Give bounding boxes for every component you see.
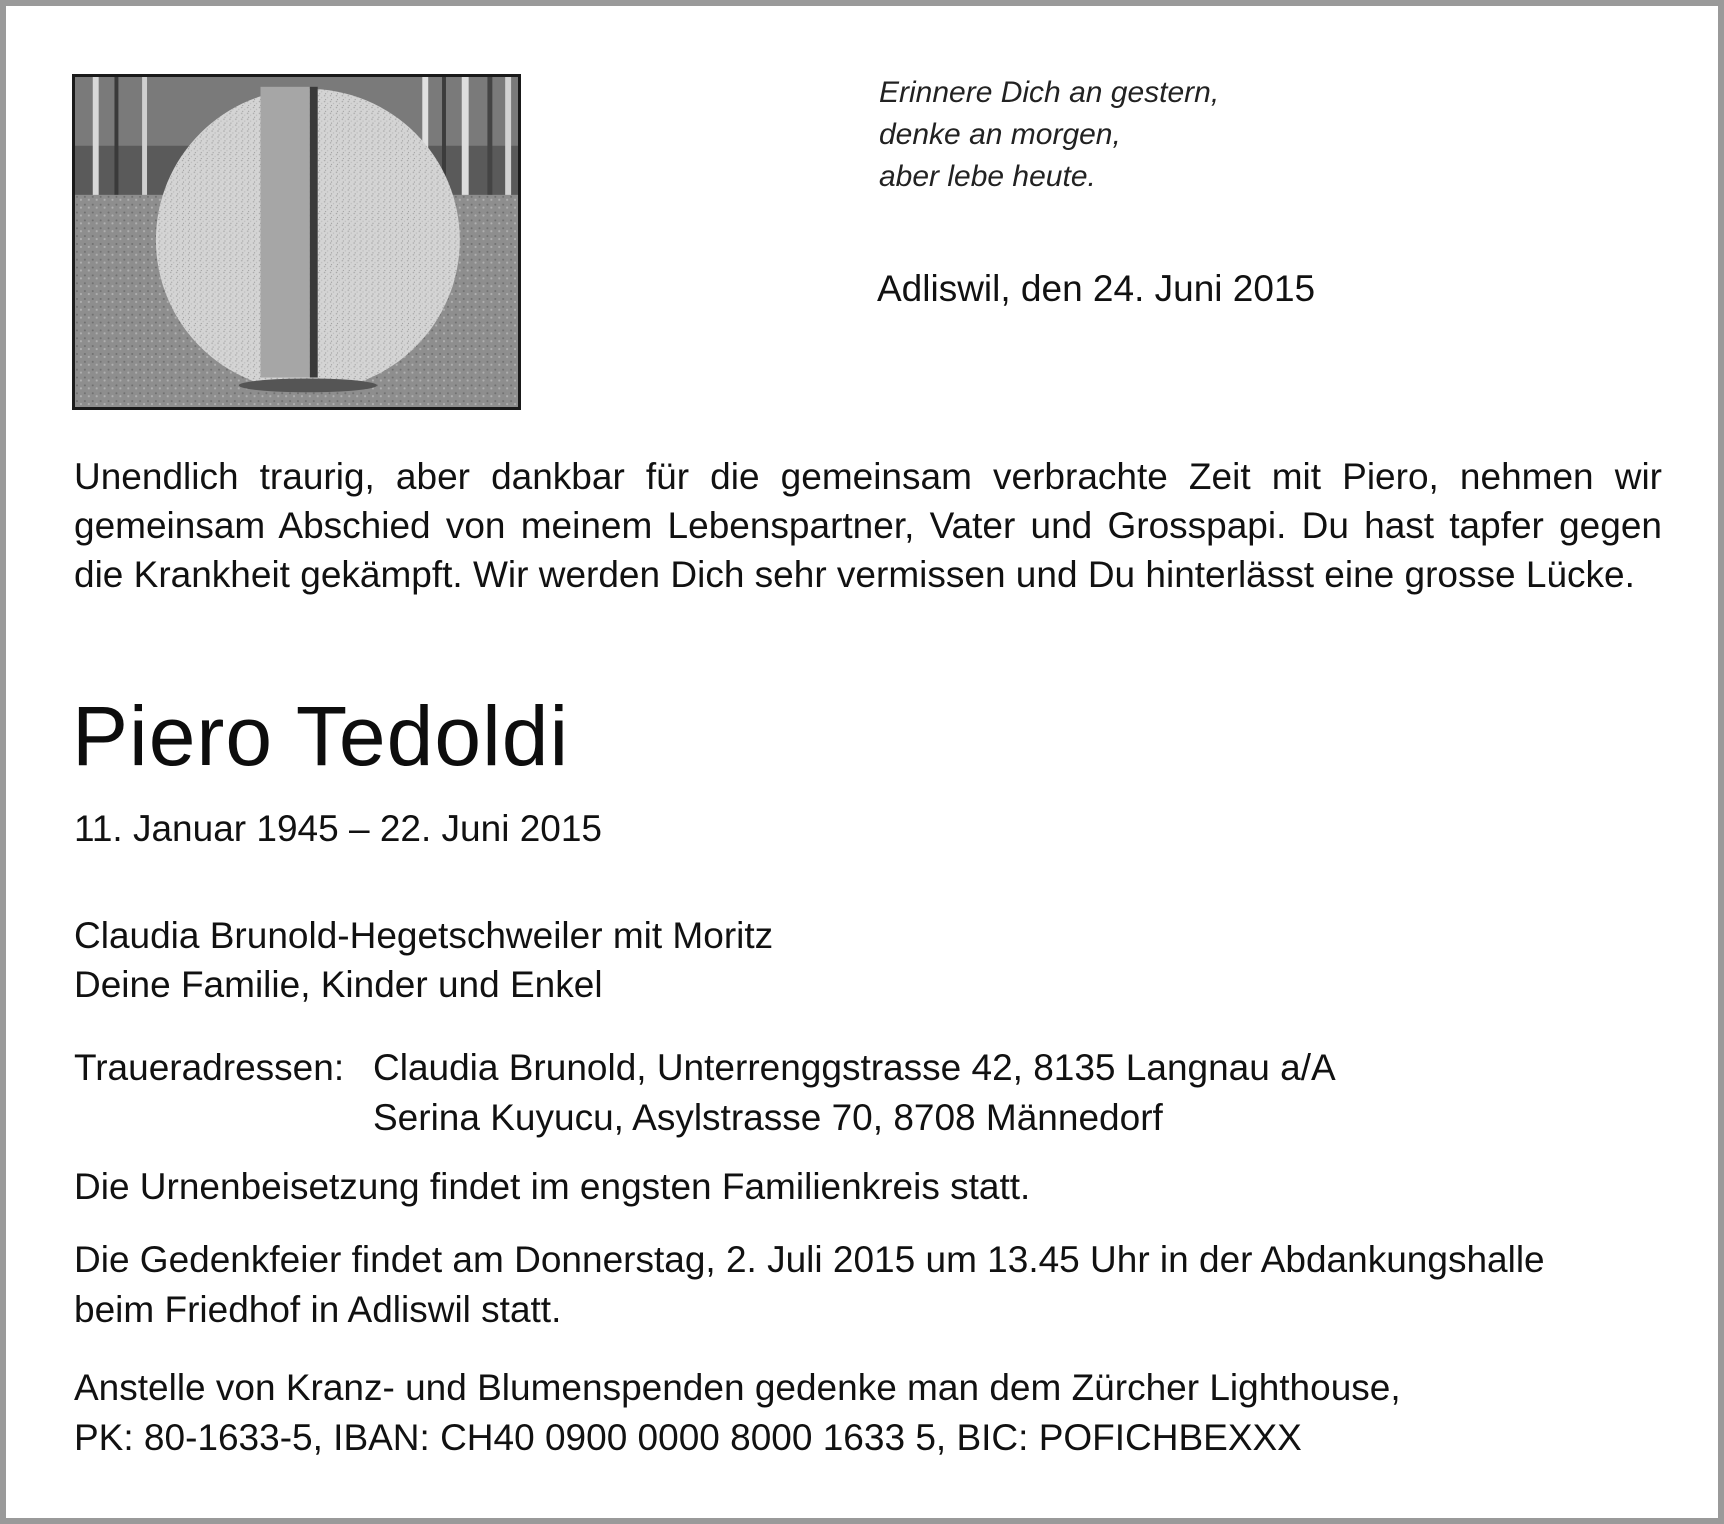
donation-line: Anstelle von Kranz- und Blumenspenden gedenke man dem Zürcher Lighthouse, <box>74 1367 1401 1408</box>
intro-paragraph: Unendlich traurig, aber dankbar für die gemeinsam verbrachte Zeit mit Piero, nehmen wir gemeinsam Abschied von meinem Lebenspartner, Vater und Grosspapi. Du hast tapfer gegen die Krankheit gekämpft. Wir werden Dich sehr vermissen und Du hinterlässt eine grosse Lücke. <box>74 456 1662 595</box>
address-line: Claudia Brunold, Unterrenggstrasse 42, 8135 Langnau a/A <box>373 1047 1336 1088</box>
motto-line: aber lebe heute. <box>879 160 1096 193</box>
stone-sculpture-photo <box>72 74 521 410</box>
memorial-note <box>74 1235 1662 1335</box>
addresses-list <box>373 1043 1336 1143</box>
mourners-list <box>74 911 773 1009</box>
motto-line: Erinnere Dich an gestern, <box>879 76 1220 109</box>
address-line: Serina Kuyucu, Asylstrasse 70, 8708 Männedorf <box>373 1097 1163 1138</box>
place-and-date: Adliswil, den 24. Juni 2015 <box>877 268 1316 309</box>
donation-line: PK: 80-1633-5, IBAN: CH40 0900 0000 8000 1633 5, BIC: POFICHBEXXX <box>74 1417 1302 1458</box>
mourner-line: Deine Familie, Kinder und Enkel <box>74 964 603 1005</box>
burial-note: Die Urnenbeisetzung findet im engsten Familienkreis statt. <box>74 1166 1031 1207</box>
donation-note <box>74 1363 1401 1463</box>
motto-quote <box>879 72 1219 198</box>
mourner-line: Claudia Brunold-Hegetschweiler mit Moritz <box>74 915 774 956</box>
memorial-line: Die Gedenkfeier findet am Donnerstag, 2. Juli 2015 um 13.45 Uhr in der Abdankungshalle <box>74 1239 1545 1280</box>
deceased-name: Piero Tedoldi <box>72 689 570 783</box>
life-dates: 11. Januar 1945 – 22. Juni 2015 <box>74 808 603 849</box>
addresses-label: Traueradressen: <box>74 1047 345 1088</box>
memorial-line: beim Friedhof in Adliswil statt. <box>74 1289 562 1330</box>
motto-line: denke an morgen, <box>879 118 1121 151</box>
stone-sculpture-icon <box>75 77 518 407</box>
